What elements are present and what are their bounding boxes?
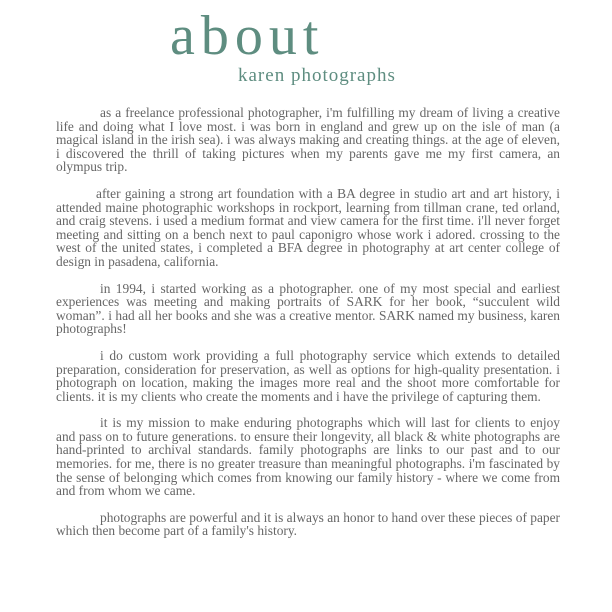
about-text <box>56 106 560 551</box>
paragraph-5: it is my mission to make enduring photographs which will last for clients to enjoy and pass on to future generations. to ensure their longevity, all black & white photographs are hand-printed to archival standards. family photographs are links to our past and to our memories. for me, there is no greater treasure than meaningful photographs. i'm fascinated by the sense of belonging which comes from knowing our family history - where we come from and from whom we came. <box>56 415 560 499</box>
paragraph-6: photographs are powerful and it is always an honor to hand over these pieces of paper which then become part of a family's history. <box>56 509 560 539</box>
paragraph-3: in 1994, i started working as a photographer. one of my most special and earliest experiences was meeting and making portraits of SARK for her book, “succulent wild woman”. i had all her books and she was a creative mentor. SARK named my business, karen photographs! <box>56 280 560 337</box>
page-header <box>0 0 612 100</box>
paragraph-4: i do custom work providing a full photography service which extends to detailed preparation, consideration for preservation, as well as options for high-quality presentation. i photograph on location, making the images more real and the shoot more comfortable for clients. it is my clients who create the moments and i have the privilege of capturing them. <box>56 347 560 404</box>
page-title: about <box>170 5 325 67</box>
page-subtitle: karen photographs <box>238 65 396 86</box>
paragraph-2: after gaining a strong art foundation with a BA degree in studio art and art history, i attended maine photographic workshops in rockport, learning from tillman crane, ted orland, and craig stevens. i used a medium format and view camera for the first time. i'll never forget meeting and sitting on a bench next to paul caponigro whose work i adored. crossing to the west of the united states, i completed a BFA degree in photography at art center college of design in pasadena, california. <box>56 185 560 269</box>
paragraph-1: as a freelance professional photographer, i'm fulfilling my dream of living a creative life and doing what I love most. i was born in england and grew up on the isle of man (a magical island in the irish sea). i was always making and creating things. at the age of eleven, i discovered the thrill of taking pictures when my parents gave me my first camera, an olympus trip. <box>56 105 560 175</box>
